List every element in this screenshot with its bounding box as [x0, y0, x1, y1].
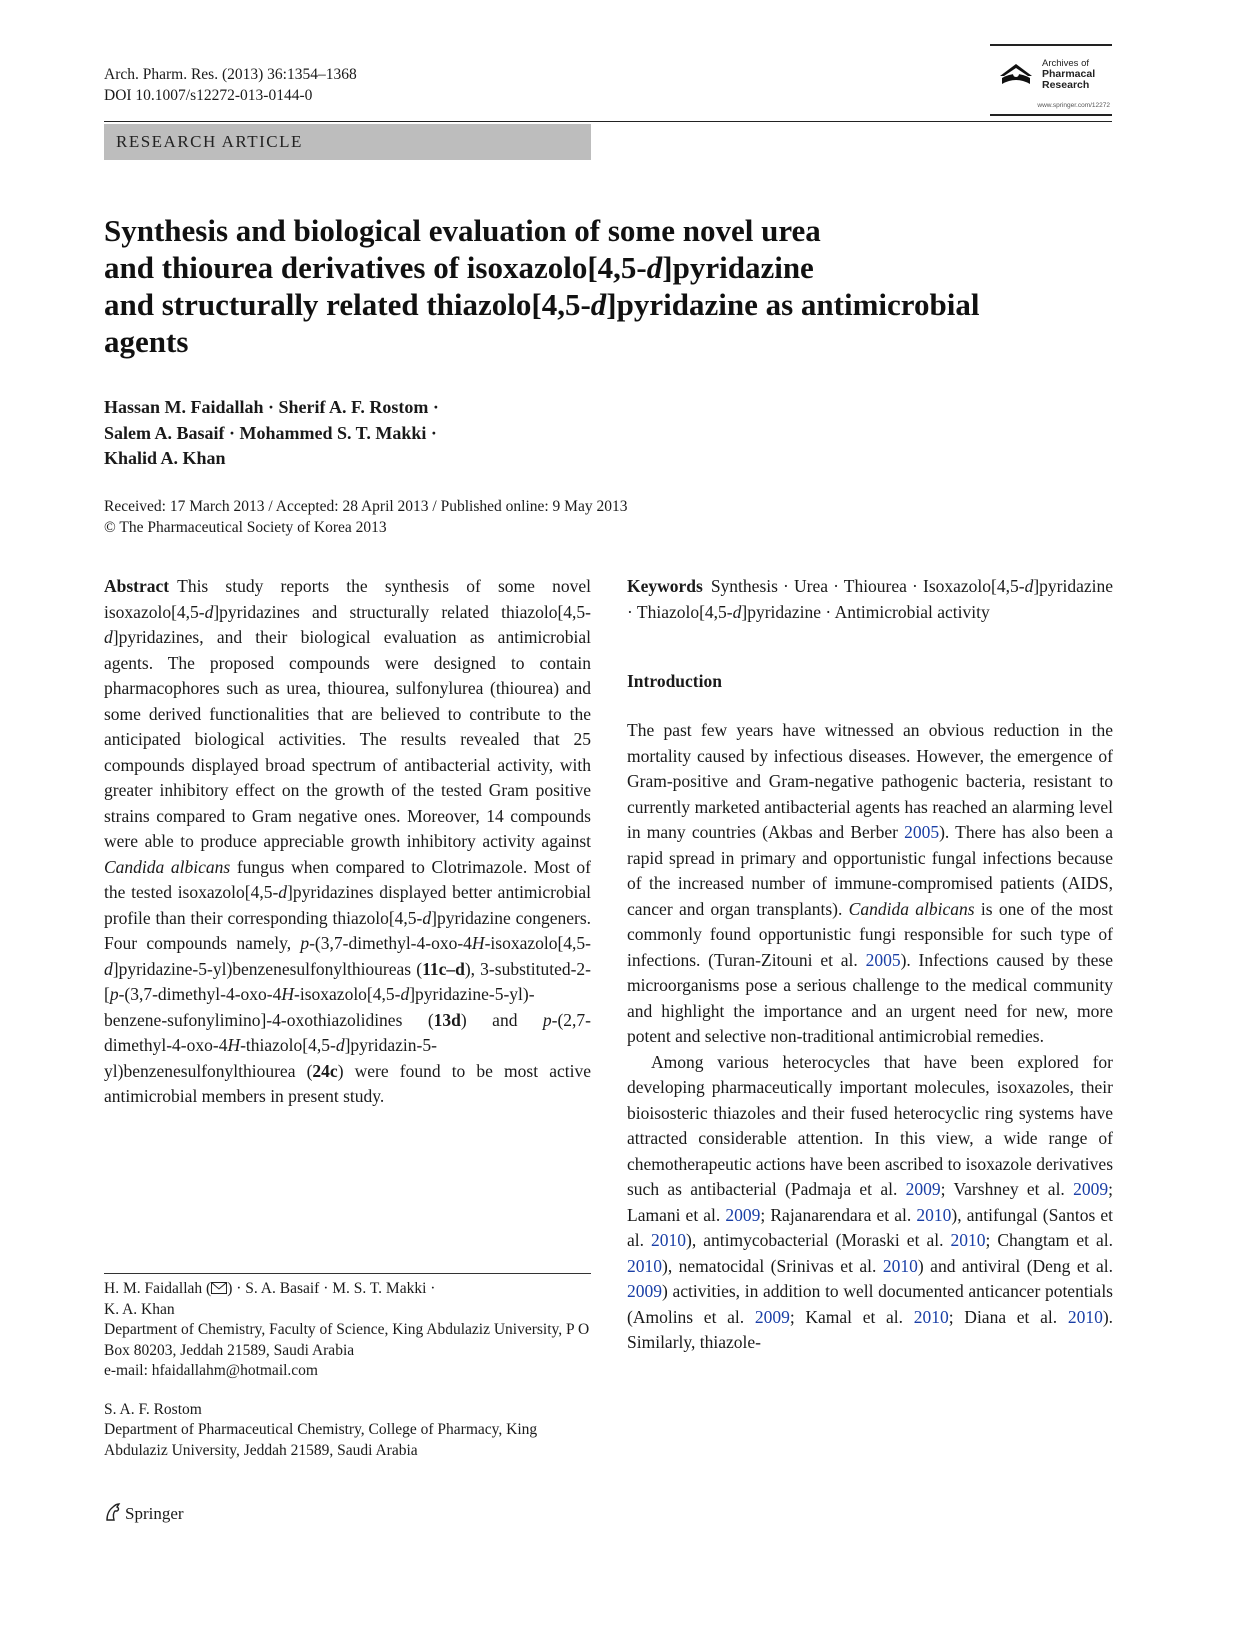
journal-reference [104, 64, 357, 106]
introduction-paragraph-1: The past few years have witnessed an obvious reduction in the mortality caused by infectious diseases. However, the emergence of Gram-positive and Gram-negative pathogenic bacteria, resistant to currently marketed antibacterial agents has reached an alarming level in many countries (Akbas and Berber 2005). There has also been a rapid spread in primary and opportunistic fungal infections because of the increased number of immune-compromised patients (AIDS, cancer and organ transplants). Candida albicans is one of the most commonly found opportunistic fungi responsible for such type of infections. (Turan-Zitouni et al. 2005). Infections caused by these microorganisms pose a serious challenge to the medical community and highlight the importance and an urgent need for new, more potent and selective non-traditional antimicrobial remedies. [627, 720, 1113, 1046]
citation-link[interactable]: 2010 [913, 1306, 949, 1327]
author-email: e-mail: hfaidallahm@hotmail.com [104, 1362, 318, 1379]
citation-link[interactable]: 2010 [1067, 1306, 1103, 1327]
header-divider [104, 121, 1112, 122]
citation-link[interactable]: 2009 [905, 1179, 941, 1199]
author-affiliations [104, 1279, 591, 1461]
citation-link[interactable]: 2009 [1073, 1179, 1109, 1199]
citation-link[interactable]: 2010 [916, 1204, 952, 1225]
citation-link[interactable]: 2010 [950, 1230, 986, 1250]
citation-link[interactable]: 2010 [882, 1255, 918, 1276]
author-list: Hassan M. Faidallah · Sherif A. F. Rostom · Salem A. Basaif · Mohammed S. T. Makki · Khalid A. Khan [104, 397, 439, 468]
article-type-label: RESEARCH ARTICLE [116, 132, 303, 151]
journal-logo-text: Archives of Pharmacal Research [1042, 58, 1096, 91]
journal-logo [990, 44, 1112, 116]
abstract: Abstract This study reports the synthesis of some novel isoxazolo[4,5-d]pyridazines and structurally related thiazolo[4,5-d]pyridazines, and their biological evaluation as antimicrobial agents. The proposed compounds were designed to contain pharmacophores such as urea, thiourea, sulfonylurea (thiourea) and some derived functionalities that are believed to contribute to the anticipated biological activities. The results revealed that 25 compounds displayed broad spectrum of antibacterial activity, with greater inhibitory effect on the growth of the tested Gram positive strains compared to Gram negative ones. Moreover, 14 compounds were able to produce appreciable growth inhibitory activity against Candida albicans fungus when compared to Clotrimazole. Most of the tested isoxazolo[4,5-d]pyridazines displayed better antimicrobial profile than their corresponding thiazolo[4,5-d]pyridazine congeners. Four compounds namely, p-(3,7-dimethyl-4-oxo-4H-isoxazolo[4,5-d]pyridazine-5-yl)benzenesulfonylthioureas (11c–d), 3-substituted-2-[p-(3,7-dimethyl-4-oxo-4H-isoxazolo[4,5-d]pyridazine-5-yl)-benzene-sufonylimino]-4-oxothiazolidines (13d) and p-(2,7-dimethyl-4-oxo-4H-thiazolo[4,5-d]pyridazin-5-yl)benzenesulfonylthiourea (24c) were found to be most active antimicrobial members in present study. [104, 576, 591, 1106]
right-column [627, 574, 1113, 1356]
publication-dates: Received: 17 March 2013 / Accepted: 28 April 2013 / Published online: 9 May 2013 © The Pharmaceutical Society of Korea 2013 [104, 498, 628, 536]
publisher-footer [104, 1502, 184, 1524]
citation-link[interactable]: 2009 [754, 1306, 790, 1327]
article-type-banner [104, 124, 591, 160]
introduction-paragraph-2: Among various heterocycles that have been explored for developing pharmaceutically important molecules, isoxazoles, their bioisosteric thiazoles and their fused heterocyclic ring systems have attracted considerable attention. In this view, a wide range of chemotherapeutic actions have been ascribed to isoxazole derivatives such as antibacterial (Padmaja et al. 2009; Varshney et al. 2009; Lamani et al. 2009; Rajanarendara et al. 2010), antifungal (Santos et al. 2010), antimycobacterial (Moraski et al. 2010; Changtam et al. 2010), nematocidal (Srinivas et al. 2010) and antiviral (Deng et al. 2009) activities, in addition to well documented anticancer potentials (Amolins et al. 2009; Kamal et al. 2010; Diana et al. 2010). Similarly, thiazole- [627, 1051, 1114, 1352]
journal-url: www.springer.com/12272 [1037, 102, 1110, 109]
publisher-name: Springer [125, 1504, 184, 1523]
journal-citation: Arch. Pharm. Res. (2013) 36:1354–1368 [104, 66, 357, 83]
footnote-divider [104, 1273, 591, 1274]
citation-link[interactable]: 2010 [627, 1255, 662, 1276]
affiliation-1-address: Department of Chemistry, Faculty of Science, King Abdulaziz University, P O Box 80203, Jeddah 21589, Saudi Arabia [104, 1321, 590, 1359]
citation-link[interactable]: 2009 [725, 1204, 761, 1225]
springer-horse-icon [104, 1502, 122, 1522]
abstract-label: Abstract [104, 576, 170, 596]
affiliation-1-names-cont: K. A. Khan [104, 1300, 175, 1318]
affiliation-1-names: H. M. Faidallah ( ) · S. A. Basaif · M. S. T. Makki · [104, 1280, 436, 1297]
article-title: Synthesis and biological evaluation of some novel urea and thiourea derivatives of isoxazolo[4,5-d]pyridazine and structurally related thiazolo[4,5-d]pyridazine as antimicrobial agents [104, 213, 980, 359]
abstract-column [104, 574, 591, 1110]
journal-logo-icon [998, 62, 1034, 88]
envelope-icon [211, 1282, 227, 1294]
doi: DOI 10.1007/s12272-013-0144-0 [104, 87, 313, 104]
keywords-label: Keywords [627, 576, 703, 596]
introduction-heading: Introduction [627, 671, 722, 691]
citation-link[interactable]: 2005 [865, 949, 901, 970]
citation-link[interactable]: 2005 [904, 822, 940, 842]
keywords: Keywords Synthesis · Urea · Thiourea · Isoxazolo[4,5-d]pyridazine · Thiazolo[4,5-d]pyridazine · Antimicrobial activity [627, 576, 1113, 622]
citation-link[interactable]: 2009 [627, 1281, 662, 1301]
citation-link[interactable]: 2010 [651, 1230, 687, 1250]
affiliation-2-name: S. A. F. Rostom [104, 1400, 202, 1418]
affiliation-2-address: Department of Pharmaceutical Chemistry, College of Pharmacy, King Abdulaziz University, Jeddah 21589, Saudi Arabia [104, 1421, 538, 1459]
